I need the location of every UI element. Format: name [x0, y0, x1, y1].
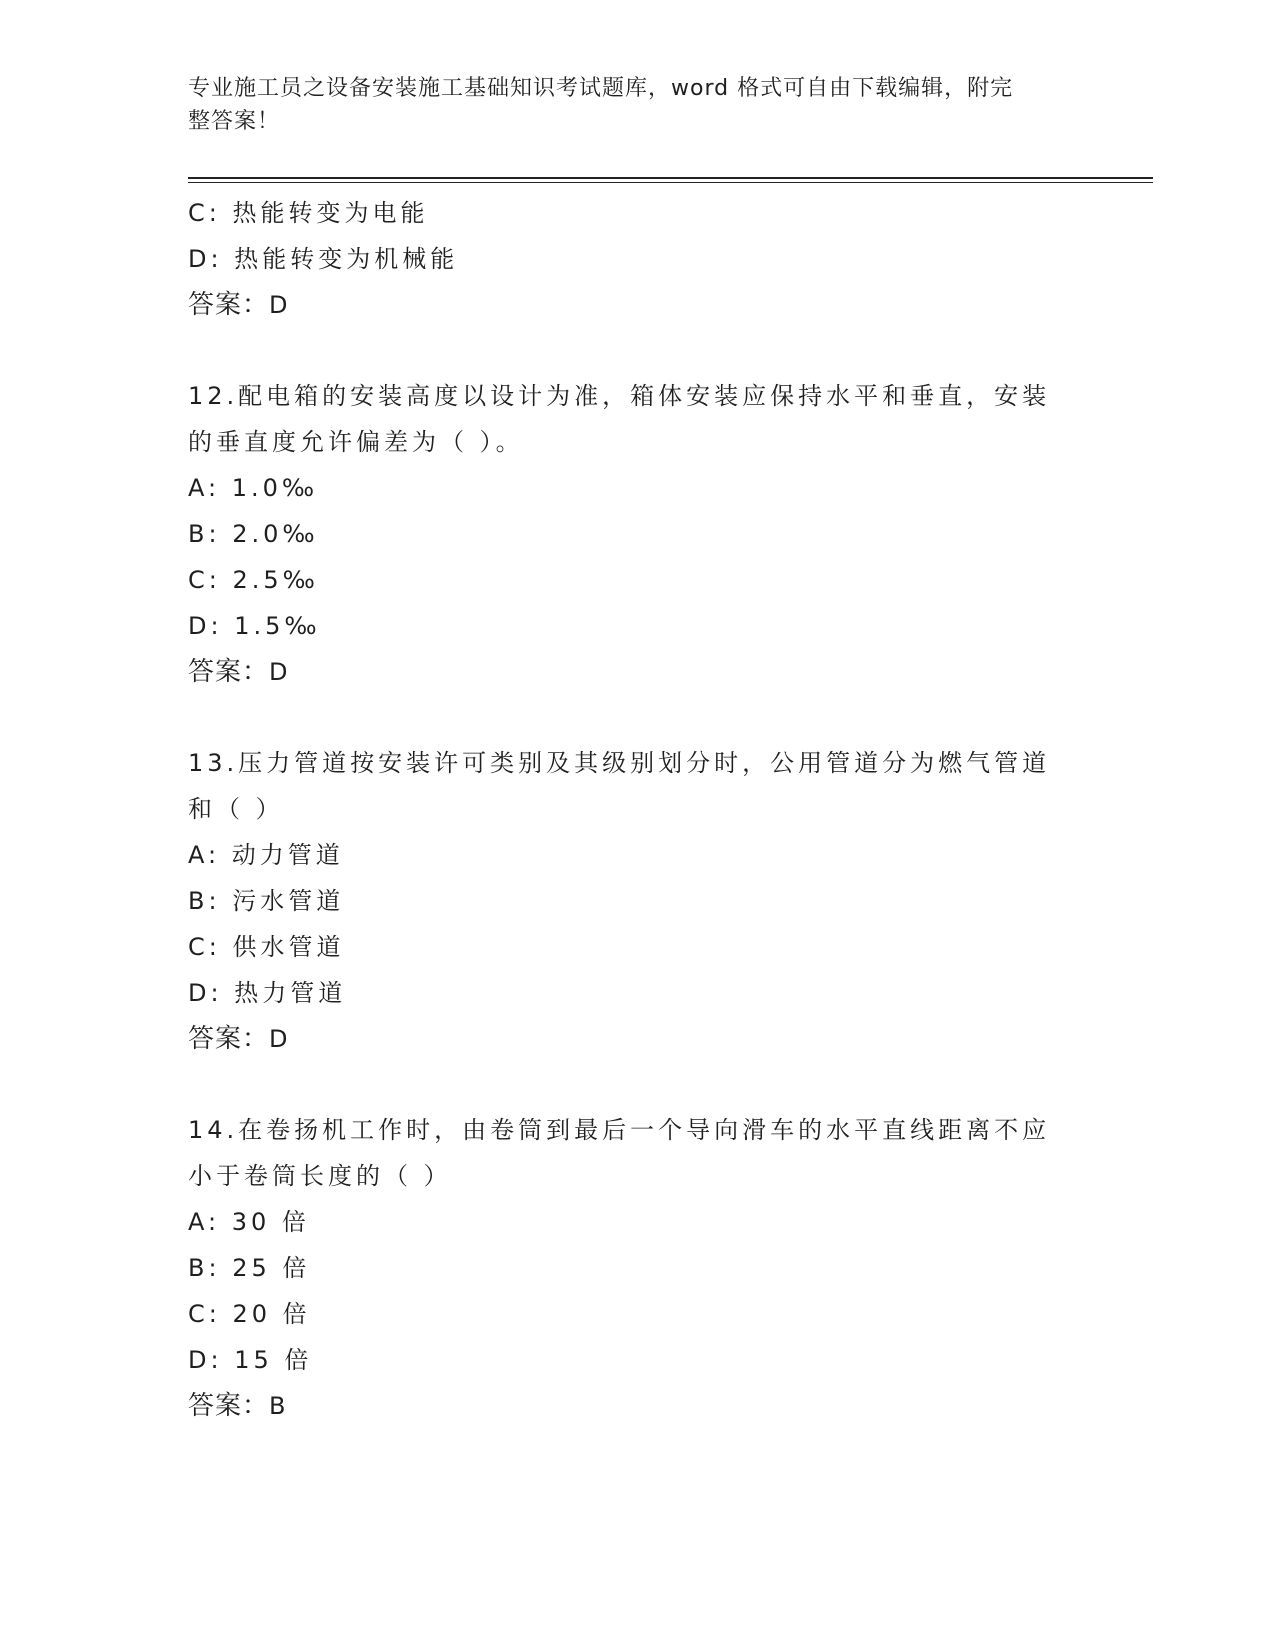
option-key: D:: [188, 979, 223, 1007]
answer-value: D: [269, 291, 289, 319]
option-d: [188, 603, 1088, 649]
option-text: 1.0‰: [231, 474, 319, 502]
question-11: [188, 190, 1088, 328]
question-number: 14.: [188, 1116, 239, 1144]
option-text: 动力管道: [231, 841, 344, 869]
question-13: [188, 740, 1088, 1062]
option-d: [188, 236, 1088, 282]
option-text: 热能转变为电能: [232, 199, 429, 227]
option-key: B:: [188, 520, 221, 548]
answer-label: 答案：: [188, 657, 270, 687]
option-key: A:: [188, 1208, 221, 1236]
option-text: 2.0‰: [232, 520, 319, 548]
option-b: [188, 878, 1088, 924]
answer-label: 答案：: [188, 1391, 270, 1421]
option-key: A:: [188, 841, 221, 869]
option-text: 热能转变为机械能: [234, 245, 459, 273]
question-stem-line-1: [188, 1107, 1088, 1153]
question-text: 压力管道按安装许可类别及其级别划分时，公用管道分为燃气管道: [238, 749, 1051, 777]
header-rule-thick: [188, 177, 1153, 179]
question-number: 13.: [188, 749, 239, 777]
question-14: [188, 1107, 1088, 1429]
header-line-2: 整答案！: [188, 109, 281, 134]
option-b: [188, 511, 1088, 557]
option-key: C:: [188, 1300, 221, 1328]
question-list: [188, 190, 1088, 1429]
option-d: [188, 970, 1088, 1016]
option-text: 15 倍: [234, 1346, 313, 1374]
question-stem-line-2: 小于卷筒长度的（ ）: [188, 1162, 452, 1190]
question-stem-line-1: [188, 740, 1088, 786]
answer-line: [188, 649, 1088, 695]
option-key: C:: [188, 199, 221, 227]
option-key: D:: [188, 1346, 223, 1374]
option-text: 30 倍: [231, 1208, 310, 1236]
option-key: D:: [188, 245, 223, 273]
option-key: B:: [188, 887, 221, 915]
header-rule-thin: [188, 182, 1153, 183]
answer-label: 答案：: [188, 1024, 270, 1054]
option-key: A:: [188, 474, 221, 502]
question-number: 12.: [188, 382, 239, 410]
option-a: [188, 1199, 1088, 1245]
answer-line: [188, 282, 1088, 328]
option-text: 污水管道: [232, 887, 345, 915]
answer-line: [188, 1016, 1088, 1062]
option-c: [188, 190, 1088, 236]
answer-value: D: [269, 1025, 289, 1053]
option-text: 20 倍: [232, 1300, 311, 1328]
option-text: 1.5‰: [234, 612, 321, 640]
option-text: 供水管道: [232, 933, 345, 961]
answer-value: D: [269, 658, 289, 686]
option-c: [188, 924, 1088, 970]
question-stem-line-2: 的垂直度允许偏差为（ ）。: [188, 428, 524, 456]
question-text: 在卷扬机工作时，由卷筒到最后一个导向滑车的水平直线距离不应: [238, 1116, 1051, 1144]
option-b: [188, 1245, 1088, 1291]
option-text: 热力管道: [234, 979, 347, 1007]
question-text: 配电箱的安装高度以设计为准，箱体安装应保持水平和垂直，安装: [238, 382, 1051, 410]
option-c: [188, 1291, 1088, 1337]
option-key: C:: [188, 566, 221, 594]
option-a: [188, 832, 1088, 878]
option-key: D:: [188, 612, 223, 640]
option-key: C:: [188, 933, 221, 961]
option-c: [188, 557, 1088, 603]
question-stem-line-2: 和（ ）: [188, 795, 284, 823]
option-a: [188, 465, 1088, 511]
option-text: 25 倍: [232, 1254, 311, 1282]
option-text: 2.5‰: [232, 566, 319, 594]
question-stem-line-1: [188, 373, 1088, 419]
option-key: B:: [188, 1254, 221, 1282]
answer-line: [188, 1383, 1088, 1429]
document-header: [188, 72, 1088, 138]
header-line-1: 专业施工员之设备安装施工基础知识考试题库，word 格式可自由下载编辑，附完: [188, 76, 1014, 101]
question-12: [188, 373, 1088, 695]
option-d: [188, 1337, 1088, 1383]
answer-label: 答案：: [188, 290, 270, 320]
answer-value: B: [269, 1392, 287, 1420]
